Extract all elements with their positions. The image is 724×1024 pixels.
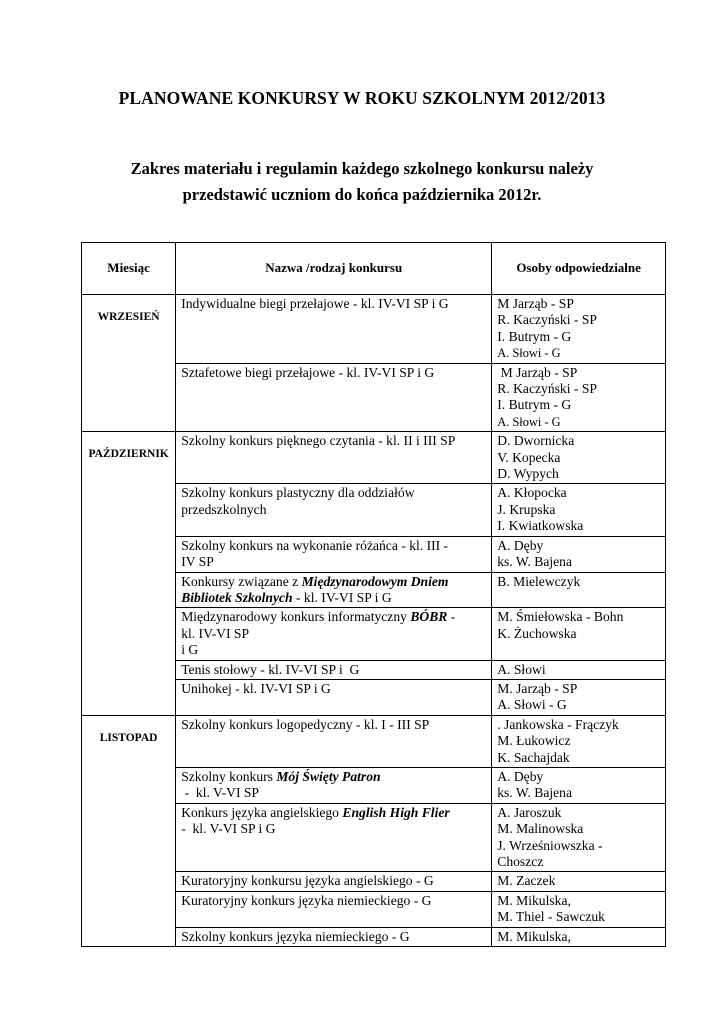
header-month: Miesiąc [82, 243, 176, 295]
subtitle-line-2: przedstawić uczniom do końca października 2012r. [182, 185, 542, 204]
person: . Jankowska - Frączyk [497, 716, 619, 732]
contest-name: Kuratoryjny konkurs języka niemieckiego - G [176, 891, 492, 927]
responsible-people [492, 572, 666, 608]
contest-name [176, 803, 492, 872]
contest-name: Indywidualne biegi przełajowe - kl. IV-VI SP i G [176, 295, 492, 364]
contest-name-line: - kl. V-VI SP [181, 785, 259, 801]
person: M. Jarząb - SP [497, 680, 578, 696]
person: D. Dwornicka [497, 433, 575, 449]
person: I. Kwiatkowska [497, 518, 584, 534]
person: M. Zaczek [497, 873, 556, 889]
responsible-people [492, 484, 666, 536]
contest-name-line: Szkolny konkurs na wykonanie różańca - kl. III - [181, 537, 449, 553]
contest-name-text: - [447, 609, 456, 625]
document-title: PLANOWANE KONKURSY W ROKU SZKOLNYM 2012/2013 [118, 88, 606, 108]
contest-name: Szkolny konkurs logopedyczny - kl. I - III SP [176, 715, 492, 767]
person: K. Sachajdak [497, 749, 570, 765]
contest-name-text: - kl. IV-VI SP i G [292, 589, 392, 605]
contest-name-line: IV SP [181, 554, 214, 570]
month-cell: WRZESIEŃ [82, 295, 176, 432]
person: R. Kaczyński - SP [497, 381, 597, 397]
table-row [82, 715, 666, 767]
person: A. Kłopocka [497, 485, 567, 501]
contests-table [81, 242, 666, 947]
header-responsible: Osoby odpowiedzialne [492, 243, 666, 295]
person: A. Słowi [497, 661, 546, 677]
contest-name-line: przedszkolnych [181, 501, 267, 517]
person: M. Śmiełowska - Bohn [497, 609, 624, 625]
table-row [82, 295, 666, 364]
contest-name-text: Międzynarodowy konkurs informatyczny [181, 609, 411, 625]
person: I. Butrym - G [497, 397, 572, 413]
responsible-people [492, 715, 666, 767]
responsible-people [492, 363, 666, 432]
person: A. Dęby [497, 768, 544, 784]
person: M Jarząb - SP [497, 364, 578, 380]
contest-name-line: i G [181, 642, 199, 658]
responsible-people [492, 872, 666, 891]
contest-name: Szkolny konkurs pięknego czytania - kl. II i III SP [176, 432, 492, 484]
header-contest-name: Nazwa /rodzaj konkursu [176, 243, 492, 295]
person: A. Słowi - G [497, 346, 561, 361]
subtitle-line-1: Zakres materiału i regulamin każdego szkolnego konkursu należy [130, 159, 594, 178]
person: B. Mielewczyk [497, 573, 581, 589]
person: M. Mikulska, [497, 892, 571, 908]
month-cell: LISTOPAD [82, 715, 176, 946]
person: J. Krupska [497, 501, 556, 517]
contest-name [176, 767, 492, 803]
contest-name-line: kl. IV-VI SP [181, 625, 250, 641]
contest-name-emphasis: English High Flier [342, 804, 450, 820]
contest-name-text: Konkursy związane z [181, 573, 302, 589]
responsible-people [492, 679, 666, 715]
person: M Jarząb - SP [497, 296, 574, 311]
contest-name: Tenis stołowy - kl. IV-VI SP i G [176, 660, 492, 679]
responsible-people [492, 891, 666, 927]
contest-name-emphasis: Międzynarodowym Dniem [301, 573, 449, 589]
person: D. Wypych [497, 466, 559, 482]
contest-name-emphasis: Bibliotek Szkolnych [181, 589, 293, 605]
person: V. Kopecka [497, 449, 561, 465]
person: A. Jaroszuk [497, 804, 562, 820]
contest-name-emphasis: Mój Święty Patron [276, 768, 381, 784]
contest-name: Szkolny konkurs języka niemieckiego - G [176, 927, 492, 946]
person: Choszcz [497, 854, 544, 869]
person: ks. W. Bajena [497, 554, 573, 570]
contest-name [176, 608, 492, 660]
responsible-people [492, 767, 666, 803]
responsible-people [492, 803, 666, 872]
contest-name [176, 572, 492, 608]
person: M. Mikulska, [497, 928, 571, 944]
responsible-people [492, 927, 666, 946]
person: K. Żuchowska [497, 625, 577, 641]
contest-name-text: Konkurs języka angielskiego [181, 804, 343, 820]
contest-name: Unihokej - kl. IV-VI SP i G [176, 679, 492, 715]
responsible-people [492, 295, 666, 364]
contest-name-emphasis: BÓBR [410, 609, 448, 625]
table-header-row [82, 243, 666, 295]
month-cell: PAŹDZIERNIK [82, 432, 176, 716]
person: A. Słowi - G [497, 697, 567, 713]
table-row [82, 432, 666, 484]
person: I. Butrym - G [497, 328, 572, 344]
person: M. Łukowicz [497, 733, 571, 749]
contest-name-line: Szkolny konkurs plastyczny dla oddziałów [181, 485, 415, 501]
person: A. Dęby [497, 537, 544, 553]
responsible-people [492, 536, 666, 572]
contest-name-line: - kl. V-VI SP i G [181, 821, 276, 837]
responsible-people [492, 432, 666, 484]
person: A. Słowi - G [497, 414, 561, 429]
contest-name [176, 484, 492, 536]
person: J. Wrześniowszka - [497, 837, 603, 853]
responsible-people [492, 660, 666, 679]
contest-name-text: Szkolny konkurs [181, 768, 277, 784]
contest-name: Sztafetowe biegi przełajowe - kl. IV-VI SP i G [176, 363, 492, 432]
contest-name: Kuratoryjny konkursu języka angielskiego - G [176, 872, 492, 891]
person: ks. W. Bajena [497, 785, 573, 801]
person: M. Malinowska [497, 821, 584, 837]
contest-name [176, 536, 492, 572]
person: M. Thiel - Sawczuk [497, 909, 605, 925]
responsible-people [492, 608, 666, 660]
person: R. Kaczyński - SP [497, 312, 597, 328]
